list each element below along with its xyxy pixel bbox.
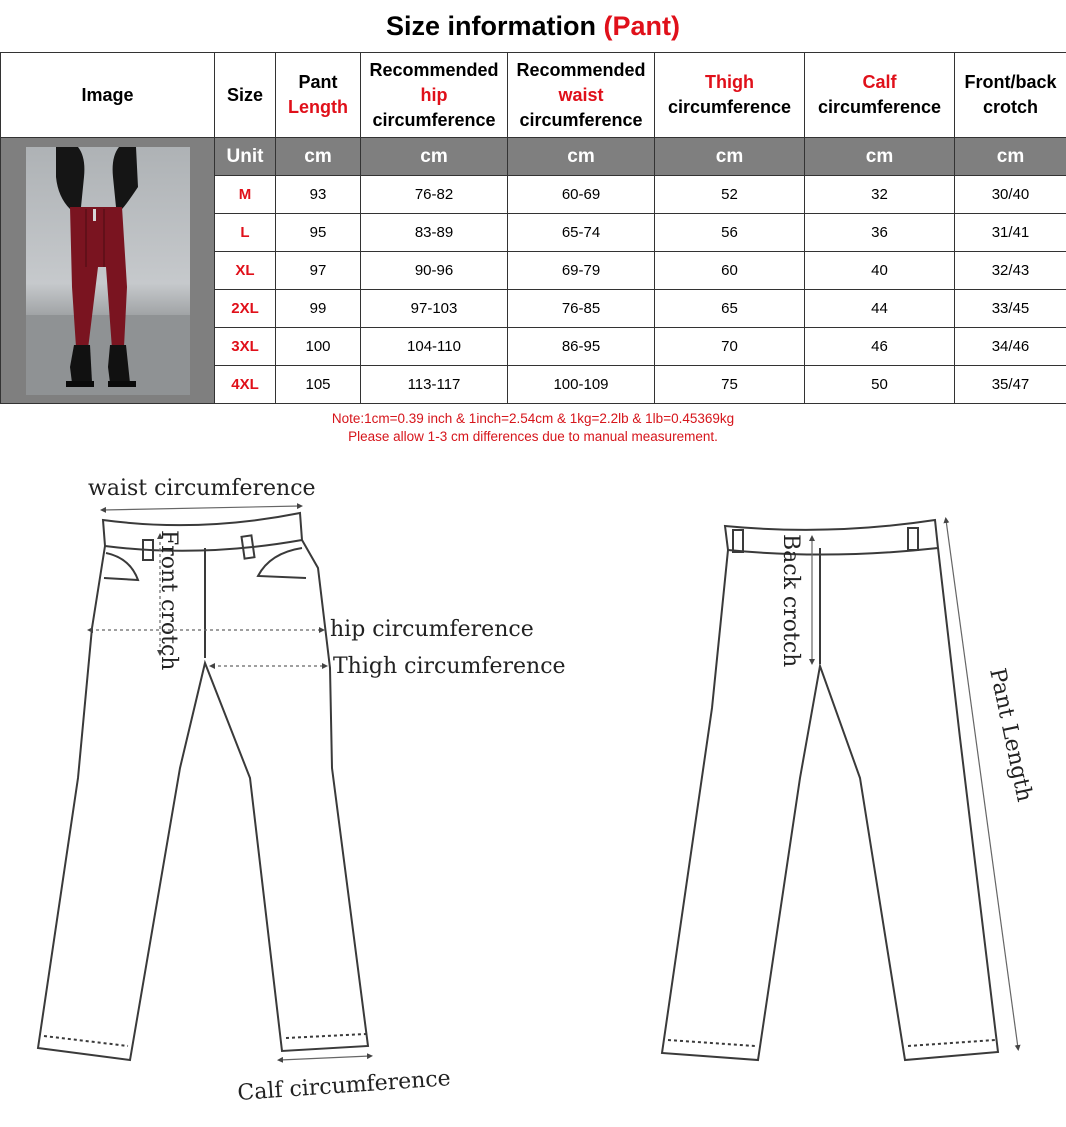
header-size: Size — [215, 53, 276, 138]
calf-cell: 32 — [805, 176, 955, 214]
product-photo — [26, 147, 190, 395]
size-table — [0, 52, 1066, 404]
header-thigh: Thigh circumference — [655, 53, 805, 138]
unit-cell: cm — [508, 138, 655, 176]
unit-cell: cm — [955, 138, 1066, 176]
unit-cell: cm — [361, 138, 508, 176]
product-image-cell — [1, 138, 215, 404]
front-measure-lines — [90, 506, 370, 1060]
thigh-cell: 75 — [655, 366, 805, 404]
pant-length-cell: 100 — [276, 328, 361, 366]
hip-cell: 104-110 — [361, 328, 508, 366]
waist-cell: 76-85 — [508, 290, 655, 328]
thigh-cell: 56 — [655, 214, 805, 252]
thigh-cell: 52 — [655, 176, 805, 214]
crotch-cell: 33/45 — [955, 290, 1066, 328]
page-title — [0, 0, 1066, 52]
label-back-crotch: Back crotch — [778, 534, 803, 668]
unit-cell: cm — [655, 138, 805, 176]
size-cell: 2XL — [215, 290, 276, 328]
header-waist: Recommended waist circumference — [508, 53, 655, 138]
pant-length-cell: 93 — [276, 176, 361, 214]
title-suffix: (Pant) — [603, 11, 681, 41]
thigh-cell: 65 — [655, 290, 805, 328]
header-row — [1, 53, 1066, 138]
pant-length-cell: 95 — [276, 214, 361, 252]
label-calf: Calf circumference — [236, 1066, 452, 1106]
size-cell: 4XL — [215, 366, 276, 404]
unit-label: Unit — [215, 138, 276, 176]
measurement-diagram — [0, 448, 1066, 1127]
pant-length-cell: 97 — [276, 252, 361, 290]
label-waist: waist circumference — [88, 476, 316, 501]
header-image: Image — [1, 53, 215, 138]
header-hip: Recommended hip circumference — [361, 53, 508, 138]
calf-cell: 44 — [805, 290, 955, 328]
hip-cell: 90-96 — [361, 252, 508, 290]
note-allowance: Please allow 1-3 cm differences due to manual measurement. — [348, 429, 718, 444]
label-pant-length: Pant Length — [984, 666, 1037, 805]
waist-cell: 69-79 — [508, 252, 655, 290]
hip-cell: 113-117 — [361, 366, 508, 404]
header-crotch: Front/back crotch — [955, 53, 1066, 138]
calf-cell: 40 — [805, 252, 955, 290]
calf-cell: 46 — [805, 328, 955, 366]
thigh-cell: 70 — [655, 328, 805, 366]
title-text: Size information — [385, 11, 596, 41]
notes — [0, 410, 1066, 446]
back-pants-drawing — [662, 520, 998, 1060]
crotch-cell: 34/46 — [955, 328, 1066, 366]
crotch-cell: 31/41 — [955, 214, 1066, 252]
header-pant-length: Pant Length — [276, 53, 361, 138]
hip-cell: 97-103 — [361, 290, 508, 328]
waist-cell: 60-69 — [508, 176, 655, 214]
waist-cell: 100-109 — [508, 366, 655, 404]
size-cell: M — [215, 176, 276, 214]
header-calf: Calf circumference — [805, 53, 955, 138]
unit-row — [1, 138, 1066, 176]
label-front-crotch: Front crotch — [156, 530, 181, 671]
size-cell: XL — [215, 252, 276, 290]
hip-cell: 76-82 — [361, 176, 508, 214]
label-thigh: Thigh circumference — [333, 654, 566, 679]
unit-cell: cm — [276, 138, 361, 176]
front-pants-drawing — [38, 513, 368, 1060]
pant-length-cell: 105 — [276, 366, 361, 404]
calf-cell: 36 — [805, 214, 955, 252]
label-hip: hip circumference — [330, 617, 534, 642]
unit-cell: cm — [805, 138, 955, 176]
crotch-cell: 32/43 — [955, 252, 1066, 290]
pant-length-cell: 99 — [276, 290, 361, 328]
waist-cell: 86-95 — [508, 328, 655, 366]
hip-cell: 83-89 — [361, 214, 508, 252]
thigh-cell: 60 — [655, 252, 805, 290]
crotch-cell: 35/47 — [955, 366, 1066, 404]
size-cell: 3XL — [215, 328, 276, 366]
calf-cell: 50 — [805, 366, 955, 404]
note-conversion: Note:1cm=0.39 inch & 1inch=2.54cm & 1kg=2.2lb & 1lb=0.45369kg — [331, 411, 735, 426]
waist-cell: 65-74 — [508, 214, 655, 252]
size-cell: L — [215, 214, 276, 252]
crotch-cell: 30/40 — [955, 176, 1066, 214]
